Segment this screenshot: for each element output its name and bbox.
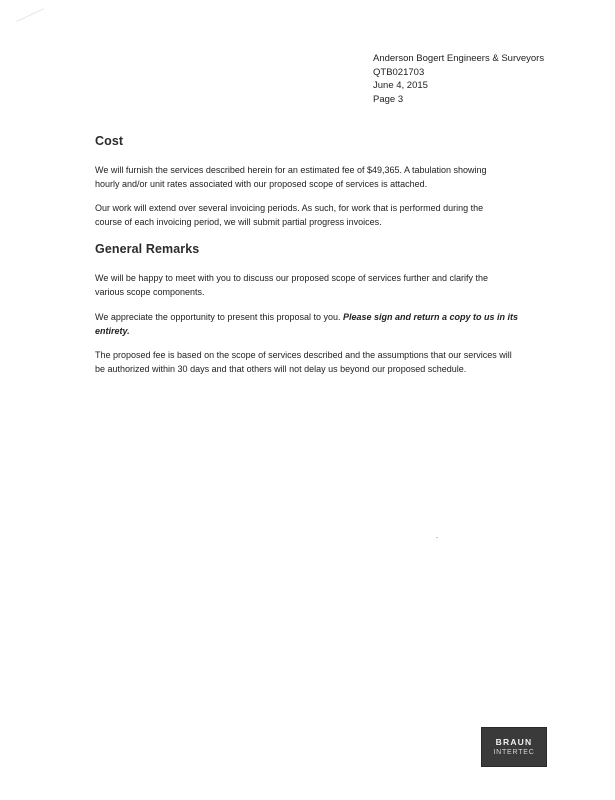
header-reference: QTB021703 xyxy=(373,66,425,78)
remarks-paragraph-1 xyxy=(95,272,545,299)
text-line: Our work will extend over several invoicing periods. As such, for work that is performed during the xyxy=(95,203,484,213)
text-span: We appreciate the opportunity to present this proposal to you. xyxy=(95,312,343,322)
text-line: The proposed fee is based on the scope of services described and the assumptions that our services will xyxy=(95,350,512,360)
braun-intertec-logo xyxy=(481,727,547,767)
emphasis-text: entirety. xyxy=(95,325,130,336)
header-page: Page 3 xyxy=(373,93,404,105)
logo-line-2: INTERTEC xyxy=(493,748,535,756)
cost-paragraph-1 xyxy=(95,164,545,191)
text-line xyxy=(95,325,545,339)
letter-header xyxy=(373,52,544,106)
header-company: Anderson Bogert Engineers & Surveyors xyxy=(373,53,545,64)
text-line xyxy=(95,311,545,325)
text-line: We will be happy to meet with you to discuss our proposed scope of services further and clarify the xyxy=(95,273,489,283)
logo-line-1: BRAUN xyxy=(495,736,533,747)
header-date: June 4, 2015 xyxy=(373,80,428,91)
general-remarks-heading: General Remarks xyxy=(95,242,200,256)
text-line: various scope components. xyxy=(95,286,205,297)
emphasis-text: Please sign and return a copy to us in its xyxy=(342,312,519,322)
remarks-paragraph-2 xyxy=(95,311,545,338)
text-line: course of each invoicing period, we will submit partial progress invoices. xyxy=(95,216,382,227)
text-line: We will furnish the services described herein for an estimated fee of $49,365. A tabulation showing xyxy=(95,165,487,175)
text-line: be authorized within 30 days and that others will not delay us beyond our proposed schedule. xyxy=(95,363,467,374)
scan-speck xyxy=(436,537,438,538)
remarks-paragraph-3 xyxy=(95,349,545,376)
cost-heading: Cost xyxy=(95,134,124,148)
scan-mark xyxy=(16,8,50,34)
cost-paragraph-2 xyxy=(95,202,545,229)
text-line: hourly and/or unit rates associated with our proposed scope of services is attached. xyxy=(95,178,428,189)
